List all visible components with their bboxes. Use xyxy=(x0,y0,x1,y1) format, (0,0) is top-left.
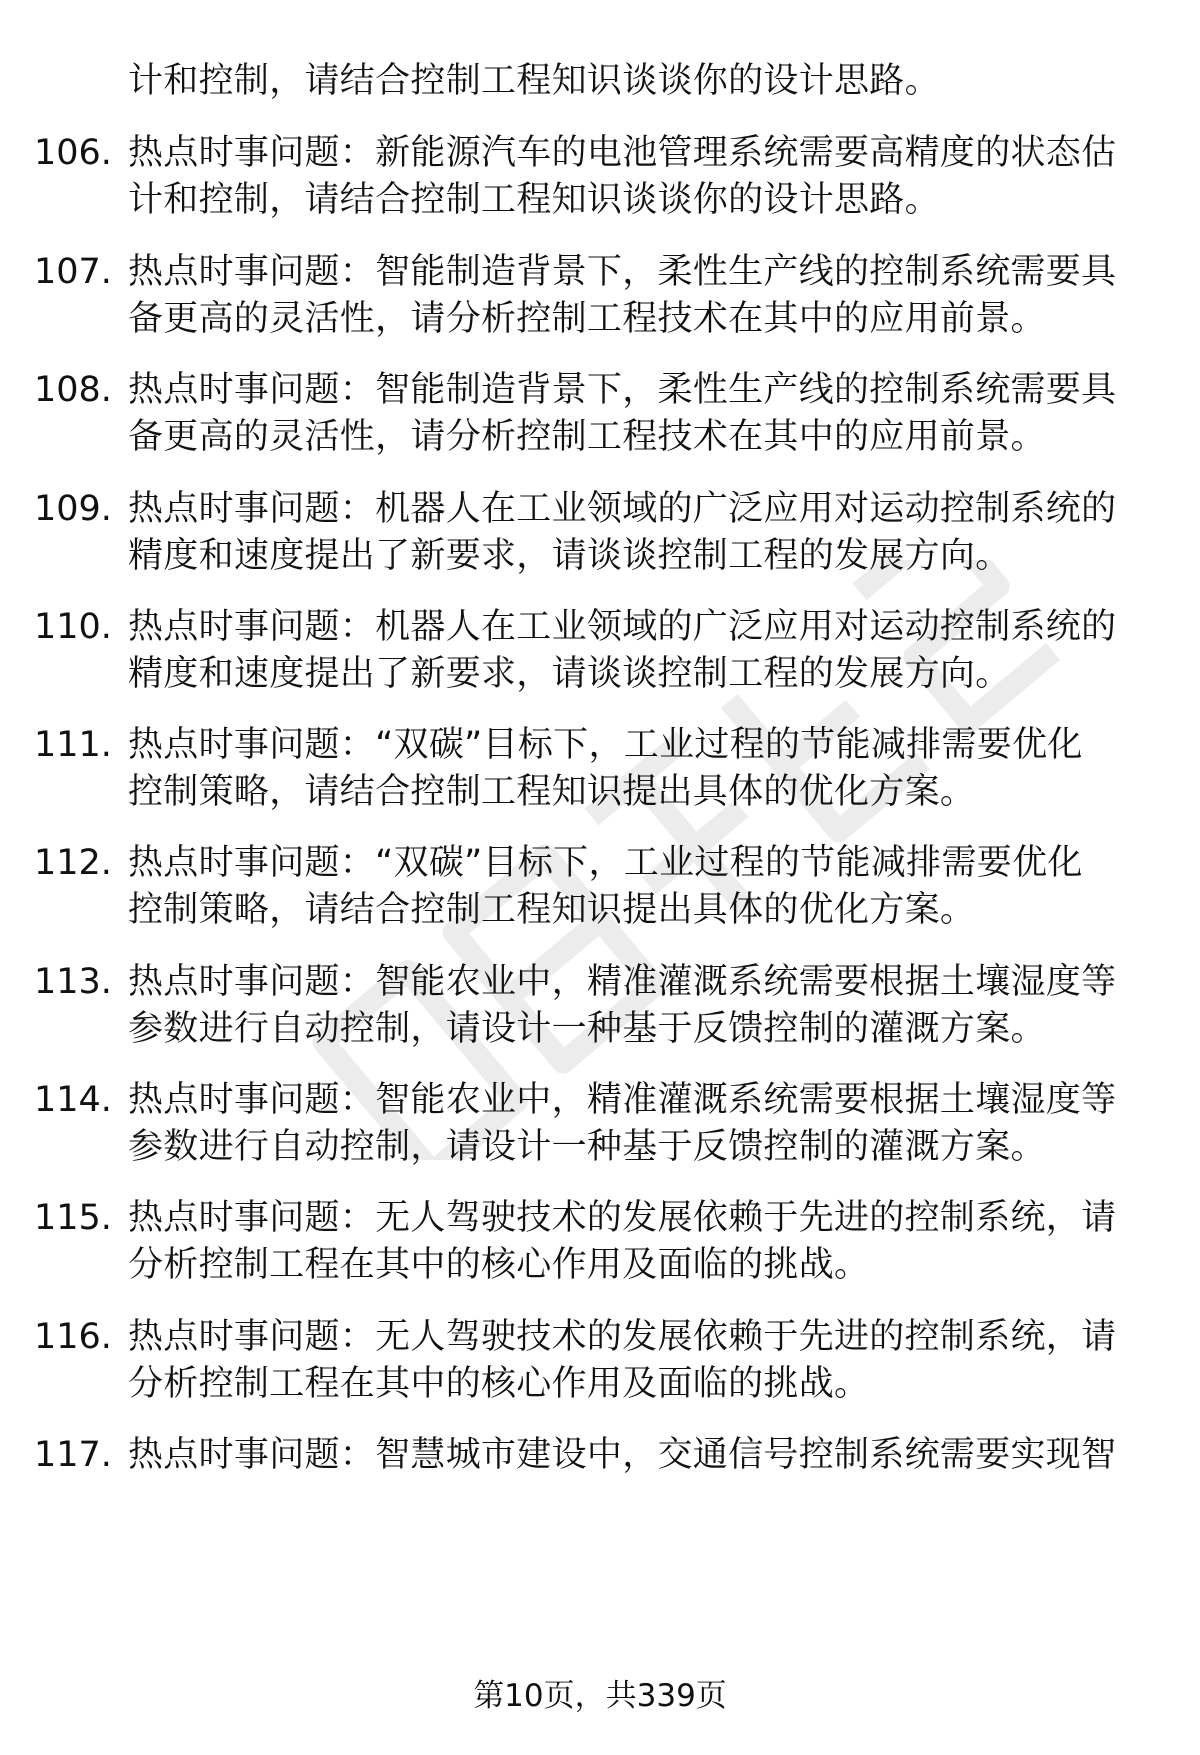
question-number: 107. xyxy=(34,252,112,292)
question-number: 114. xyxy=(34,1080,112,1120)
question-item xyxy=(0,1314,1200,1424)
continued-question-line: 计和控制，请结合控制工程知识谈谈你的设计思路。 xyxy=(128,61,940,101)
question-text: 热点时事问题：机器人在工业领域的广泛应用对运动控制系统的 精度和速度提出了新要求，请谈谈控制工程的发展方向。 xyxy=(128,607,1117,694)
question-text: 热点时事问题：智能农业中，精准灌溉系统需要根据土壤湿度等 参数进行自动控制，请设计一种基于反馈控制的灌溉方案。 xyxy=(128,1080,1117,1167)
question-item xyxy=(0,959,1200,1069)
question-number: 113. xyxy=(34,962,112,1002)
question-text: 热点时事问题：“双碳”目标下，工业过程的节能减排需要优化 控制策略，请结合控制工程知识提出具体的优化方案。 xyxy=(128,725,1083,812)
question-item xyxy=(0,1432,1200,1542)
question-text: 热点时事问题：智能农业中，精准灌溉系统需要根据土壤湿度等 参数进行自动控制，请设计一种基于反馈控制的灌溉方案。 xyxy=(128,962,1117,1049)
question-text: 热点时事问题：智能制造背景下，柔性生产线的控制系统需要具 备更高的灵活性，请分析控制工程技术在其中的应用前景。 xyxy=(128,370,1117,457)
question-number: 117. xyxy=(34,1435,112,1475)
question-number: 112. xyxy=(34,843,112,883)
question-number: 109. xyxy=(34,489,112,529)
question-item xyxy=(0,722,1200,832)
page-footer: 第10页，共339页 xyxy=(473,1678,727,1714)
question-text: 热点时事问题：智能制造背景下，柔性生产线的控制系统需要具 备更高的灵活性，请分析控制工程技术在其中的应用前景。 xyxy=(128,252,1117,339)
question-item xyxy=(0,604,1200,714)
question-item xyxy=(0,1195,1200,1305)
question-number: 111. xyxy=(34,725,112,765)
question-item xyxy=(0,130,1200,240)
question-text: 热点时事问题：智慧城市建设中，交通信号控制系统需要实现智 xyxy=(128,1435,1117,1475)
question-item xyxy=(0,367,1200,477)
question-text: 热点时事问题：“双碳”目标下，工业过程的节能减排需要优化 控制策略，请结合控制工程知识提出具体的优化方案。 xyxy=(128,843,1083,930)
question-number: 108. xyxy=(34,370,112,410)
question-text: 热点时事问题：无人驾驶技术的发展依赖于先进的控制系统，请 分析控制工程在其中的核心作用及面临的挑战。 xyxy=(128,1317,1117,1404)
question-number: 116. xyxy=(34,1317,112,1357)
question-text: 热点时事问题：机器人在工业领域的广泛应用对运动控制系统的 精度和速度提出了新要求，请谈谈控制工程的发展方向。 xyxy=(128,489,1117,576)
question-number: 115. xyxy=(34,1198,112,1238)
question-text: 热点时事问题：新能源汽车的电池管理系统需要高精度的状态估 计和控制，请结合控制工程知识谈谈你的设计思路。 xyxy=(128,133,1117,220)
question-number: 106. xyxy=(34,133,112,173)
question-text: 热点时事问题：无人驾驶技术的发展依赖于先进的控制系统，请 分析控制工程在其中的核心作用及面临的挑战。 xyxy=(128,1198,1117,1285)
question-item xyxy=(0,840,1200,950)
question-item xyxy=(0,1077,1200,1187)
question-item xyxy=(0,249,1200,359)
question-number: 110. xyxy=(34,607,112,647)
question-item xyxy=(0,486,1200,596)
